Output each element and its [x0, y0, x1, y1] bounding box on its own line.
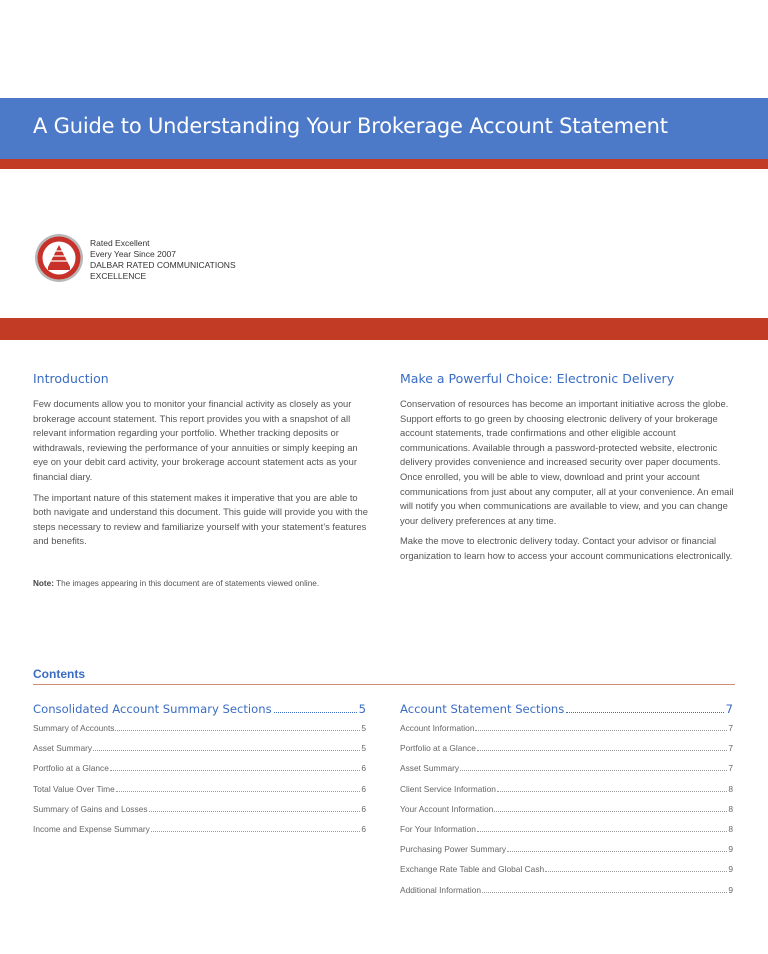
- toc-item-label: Income and Expense Summary: [33, 823, 150, 834]
- toc-item[interactable]: [400, 723, 733, 743]
- toc-page-number: 5: [358, 702, 366, 716]
- introduction-paragraph: The important nature of this statement makes it imperative that you are able to both navigate and understand this document. This guide will provide you with the steps necessary to review and familiarize yourself with your statement’s features and benefits.: [33, 491, 368, 547]
- contents-title: Contents: [33, 667, 85, 681]
- toc-item[interactable]: [33, 824, 366, 844]
- electronic-delivery-heading: Make a Powerful Choice: Electronic Delivery: [400, 371, 675, 386]
- page-title: A Guide to Understanding Your Brokerage Account Statement: [33, 114, 668, 138]
- electronic-delivery-paragraph: Conservation of resources has become an important initiative across the globe. Support efforts to go green by choosing electronic delivery of your brokerage account statements, trade confirmations and other eligible account communications. Available through a password-protected website, electronic delivery provides convenience and increased security over paper documents. Once enrolled, you will be able to view, download and print your account communications from just about any computer, all at your convenience. An email will notify you when communications are available to view, and you can change your delivery preferences at any time.: [400, 398, 734, 526]
- badge-line: Rated Excellent: [90, 238, 150, 248]
- toc-heading-label: Account Statement Sections: [400, 702, 565, 716]
- toc-item[interactable]: [400, 763, 733, 783]
- toc-leader-dots: [497, 791, 727, 792]
- toc-item[interactable]: [400, 824, 733, 844]
- toc-item[interactable]: [400, 804, 733, 824]
- toc-page-number: 7: [728, 743, 733, 754]
- toc-page-number: 6: [361, 783, 366, 794]
- toc-leader-dots: [116, 791, 361, 792]
- toc-page-number: 7: [728, 763, 733, 774]
- badge-line: EXCELLENCE: [90, 271, 147, 281]
- contents-divider: [33, 684, 735, 685]
- toc-leader-dots: [460, 770, 727, 771]
- toc-page-number: 8: [728, 783, 733, 794]
- toc-item-label: Account Information: [400, 723, 475, 733]
- toc-item-label: Exchange Rate Table and Global Cash: [400, 864, 545, 875]
- toc-page-number: 6: [361, 803, 366, 814]
- title-band: [0, 98, 768, 159]
- toc-item[interactable]: [400, 885, 733, 905]
- toc-page-number: 9: [728, 864, 733, 875]
- toc-leader-dots: [507, 851, 727, 852]
- toc-leader-dots: [477, 831, 727, 832]
- toc-leader-dots: [110, 770, 360, 771]
- toc-item[interactable]: [400, 844, 733, 864]
- toc-page-number: 9: [728, 844, 733, 855]
- toc-page-number: 8: [728, 823, 733, 834]
- toc-leader-dots: [482, 892, 727, 893]
- dalbar-seal-icon: [34, 233, 84, 283]
- toc-leader-dots: [149, 811, 361, 812]
- title-accent-stripe: [0, 159, 768, 169]
- toc-page-number: 6: [361, 823, 366, 834]
- toc-item[interactable]: [33, 763, 366, 783]
- toc-item-label: Purchasing Power Summary: [400, 844, 507, 855]
- toc-item-label: Summary of Accounts: [33, 723, 115, 733]
- toc-item-label: Summary of Gains and Losses: [33, 803, 148, 814]
- introduction-section: [33, 371, 369, 588]
- toc-section-heading[interactable]: [400, 702, 733, 722]
- toc-item-label: Portfolio at a Glance: [400, 743, 476, 754]
- toc-leader-dots: [494, 811, 727, 812]
- badge-line: DALBAR RATED COMMUNICATIONS: [90, 260, 236, 270]
- toc-page-number: 6: [361, 763, 366, 774]
- toc-item[interactable]: [33, 723, 366, 743]
- section-divider-band: [0, 318, 768, 340]
- toc-item[interactable]: [33, 743, 366, 763]
- badge-line: Every Year Since 2007: [90, 249, 177, 259]
- toc-item[interactable]: [400, 864, 733, 884]
- toc-page-number: 7: [728, 723, 733, 733]
- toc-section-heading[interactable]: [33, 702, 366, 722]
- toc-leader-dots: [477, 750, 727, 751]
- note-label: Note:: [33, 578, 54, 588]
- introduction-paragraph: Few documents allow you to monitor your financial activity as closely as your brokerage account statement. This report provides you with a snapshot of all relevant information regarding your portfolio. Whether tracking deposits or withdrawals, reviewing the performance of your annuities or simply keeping an eye on your debit card activity, your brokerage account statement acts as your financial diary.: [33, 398, 358, 482]
- toc-page-number: 9: [728, 884, 733, 895]
- toc-item-label: Asset Summary: [33, 743, 93, 754]
- toc-leader-dots: [545, 871, 727, 872]
- toc-leader-dots: [475, 730, 727, 731]
- toc-item-label: Asset Summary: [400, 763, 460, 774]
- toc-leader-dots: [93, 750, 360, 751]
- toc-page-number: 7: [725, 702, 733, 716]
- toc-item[interactable]: [400, 784, 733, 804]
- toc-item-label: Additional Information: [400, 884, 482, 895]
- toc-item-label: For Your Information: [400, 823, 476, 834]
- toc-consolidated-summary: [33, 702, 366, 844]
- toc-item[interactable]: [33, 784, 366, 804]
- toc-account-statement: [400, 702, 733, 905]
- electronic-delivery-section: [400, 371, 736, 564]
- electronic-delivery-paragraph: Make the move to electronic delivery today. Contact your advisor or financial organization to learn how to access your account communications electronically.: [400, 535, 733, 561]
- toc-leader-dots: [274, 712, 357, 713]
- toc-item-label: Your Account Information: [400, 803, 494, 814]
- introduction-heading: Introduction: [33, 371, 109, 386]
- toc-leader-dots: [115, 730, 360, 731]
- toc-item[interactable]: [400, 743, 733, 763]
- toc-item-label: Total Value Over Time: [33, 783, 115, 794]
- toc-item-label: Portfolio at a Glance: [33, 763, 109, 774]
- toc-item[interactable]: [33, 804, 366, 824]
- toc-item-label: Client Service Information: [400, 783, 496, 794]
- note: [33, 579, 369, 588]
- toc-page-number: 5: [361, 723, 366, 733]
- toc-page-number: 8: [728, 803, 733, 814]
- toc-page-number: 5: [361, 743, 366, 754]
- toc-heading-label: Consolidated Account Summary Sections: [33, 702, 272, 716]
- toc-leader-dots: [566, 712, 723, 713]
- dalbar-rating-text: [90, 238, 236, 282]
- toc-leader-dots: [151, 831, 360, 832]
- note-text: The images appearing in this document are of statements viewed online.: [56, 578, 320, 588]
